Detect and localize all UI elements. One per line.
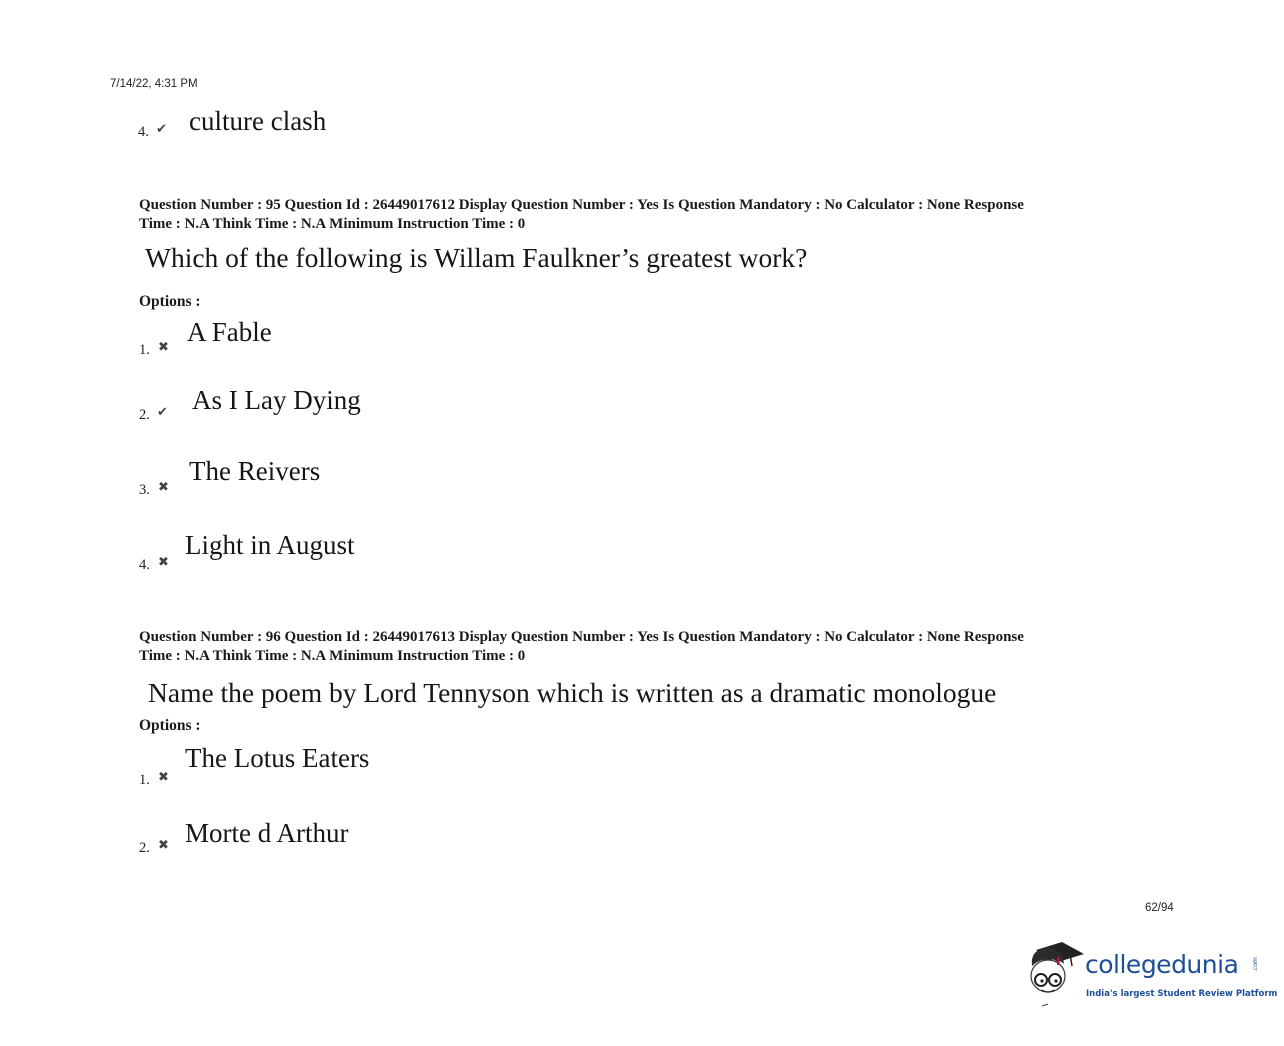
- option-number: 1.: [139, 342, 150, 358]
- cross-icon: ✖: [158, 770, 169, 785]
- cross-icon: ✖: [158, 340, 169, 355]
- option-number: 4.: [139, 557, 150, 573]
- option-text: culture clash: [189, 106, 327, 136]
- option-text: The Lotus Eaters: [185, 743, 370, 773]
- option-number: 2.: [139, 407, 150, 423]
- logo-wordmark: collegedunia: [1085, 950, 1239, 979]
- option-number: 2.: [139, 840, 150, 856]
- checkmark-icon: ✔: [156, 122, 167, 137]
- option-text: As I Lay Dying: [192, 385, 361, 415]
- option-number: 1.: [139, 772, 150, 788]
- question-metadata: [139, 628, 1139, 666]
- option-text: Light in August: [185, 530, 355, 560]
- question-metadata-line2: Time : N.A Think Time : N.A Minimum Instruction Time : 0: [139, 216, 526, 232]
- cross-icon: ✖: [158, 555, 169, 570]
- question-metadata-line2: Time : N.A Think Time : N.A Minimum Instruction Time : 0: [139, 648, 526, 664]
- question-metadata-line1: Question Number : 96 Question Id : 26449017613 Display Question Number : Yes Is Question Mandatory : No Calculator : None Response: [139, 629, 1024, 645]
- options-label: Options :: [139, 717, 201, 734]
- option-text: The Reivers: [189, 456, 321, 486]
- question-text: Name the poem by Lord Tennyson which is written as a dramatic monologue: [148, 677, 997, 708]
- question-metadata: [139, 196, 1139, 234]
- collegedunia-logo: [1022, 938, 1278, 1010]
- timestamp: 7/14/22, 4:31 PM: [110, 78, 198, 90]
- cross-icon: ✖: [158, 480, 169, 495]
- option-text: Morte d Arthur: [185, 818, 349, 848]
- question-text: Which of the following is Willam Faulkner’s greatest work?: [145, 242, 808, 273]
- option-text: A Fable: [187, 317, 272, 347]
- logo-dotcom: .com: [1251, 957, 1259, 972]
- question-metadata-line1: Question Number : 95 Question Id : 26449017612 Display Question Number : Yes Is Question Mandatory : No Calculator : None Response: [139, 197, 1024, 213]
- checkmark-icon: ✔: [157, 405, 168, 420]
- cross-icon: ✖: [158, 838, 169, 853]
- logo-tagline: India's largest Student Review Platform: [1086, 989, 1278, 999]
- option-number: 3.: [139, 482, 150, 498]
- option-number: 4.: [138, 124, 149, 140]
- mascot-icon: [1022, 938, 1084, 1010]
- options-label: Options :: [139, 293, 201, 310]
- page-number: 62/94: [1145, 902, 1174, 914]
